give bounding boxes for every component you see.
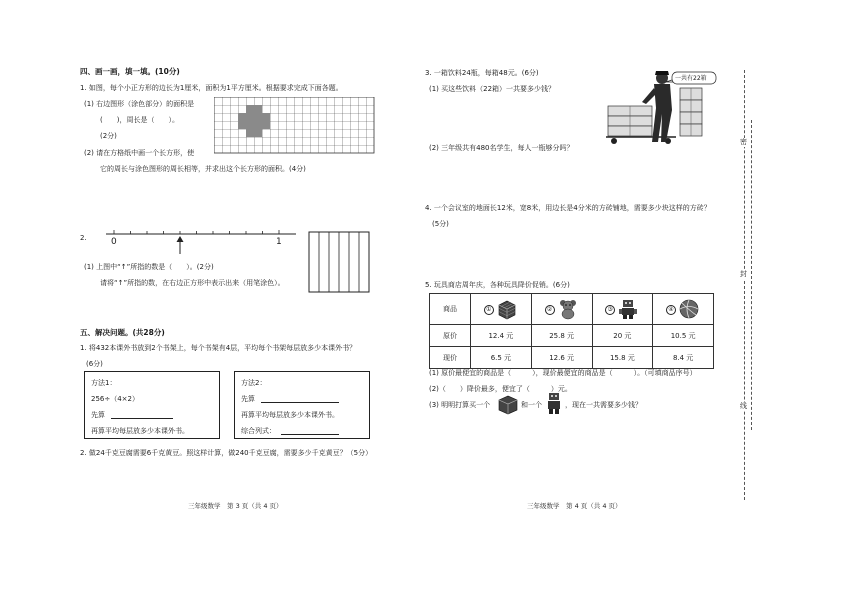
orig-price-2: 25.8 元 xyxy=(531,325,592,347)
q5-1-text-a: 1. 将432本课外书放到2个书架上，每个书架有4层，平均每个书架每层放多少本课外书？ xyxy=(80,344,357,352)
table-row-original-price xyxy=(430,325,714,347)
q3-1-text: (1) 买这些饮料（22箱）一共要多少钱？ xyxy=(429,85,556,93)
q3-2-text: (2) 三年级共有480名学生，每人一瓶够分吗？ xyxy=(429,144,574,152)
method2-combined-label: 综合列式： xyxy=(241,427,276,435)
method1-blank[interactable] xyxy=(111,418,173,419)
q5-2-question: (2)（ ）降价最多，便宜了（ ）元。 xyxy=(429,385,572,393)
q4-text: 4. 一个会议室的地面长12米，宽8米，用边长是4分米的方砖铺地，需要多少块这样的方砖？ xyxy=(425,204,711,212)
toy-number-3: ③ xyxy=(605,305,615,315)
left-page-footer: 三年级数学 第 3 页（共 4 页） xyxy=(188,502,283,510)
row-label-current: 现价 xyxy=(430,347,471,369)
toy-price-table xyxy=(429,293,714,369)
method1-step1-label: 先算 xyxy=(91,411,105,419)
now-price-4: 8.4 元 xyxy=(653,347,714,369)
number-line-zero: 0 xyxy=(111,237,117,247)
q5-3-text-a: (3) 明明打算买一个 xyxy=(429,401,491,409)
method1-expression: 256÷（4×2） xyxy=(91,395,139,403)
binding-dashed-line-inner xyxy=(751,120,752,430)
toy-number-2: ② xyxy=(545,305,555,315)
right-page-footer: 三年级数学 第 4 页（共 4 页） xyxy=(527,502,622,510)
binding-dashed-line-outer xyxy=(744,70,745,500)
orig-price-3: 20 元 xyxy=(592,325,653,347)
q5-title: 5. 玩具商店周年庆，各种玩具降价促销。(6分) xyxy=(425,281,570,289)
method2-box xyxy=(234,371,370,439)
number-line xyxy=(100,222,300,258)
speech-bubble-text: 一共有22箱 xyxy=(675,75,707,82)
seal-char-2: 封 xyxy=(740,270,747,278)
method2-blank[interactable] xyxy=(261,402,339,403)
row-label-goods: 商品 xyxy=(430,294,471,325)
q1-1-text-b: ( )，周长是（ ）。 xyxy=(100,116,179,124)
seal-char-1: 密 xyxy=(740,138,747,146)
q5-1-question: (1) 原价最便宜的商品是（ ），现价最便宜的商品是（ ）。（可填商品序号） xyxy=(429,369,697,377)
method1-step2: 再算平均每层放多少本课外书。 xyxy=(91,427,189,435)
q1-2-text-a: (2) 请在方格纸中画一个长方形，使 xyxy=(84,149,195,157)
q2-number: 2. xyxy=(80,234,87,242)
method2-step2: 再算平均每层放多少本课外书。 xyxy=(241,411,339,419)
up-arrow-icon xyxy=(177,236,184,254)
section5-title: 五、解决问题。(共28分) xyxy=(80,328,165,337)
toy-number-4: ④ xyxy=(666,305,676,315)
rubik-cube-icon xyxy=(496,298,518,320)
ball-icon xyxy=(678,298,700,320)
toy-cell-2 xyxy=(531,294,592,325)
now-price-2: 12.6 元 xyxy=(531,347,592,369)
now-price-3: 15.8 元 xyxy=(592,347,653,369)
method2-title: 方法2： xyxy=(241,379,267,387)
q1-1-score: (2分) xyxy=(100,132,117,140)
row-label-original: 原价 xyxy=(430,325,471,347)
robot-toy-icon xyxy=(617,298,639,320)
orig-price-4: 10.5 元 xyxy=(653,325,714,347)
q1-intro: 1. 如图，每个小正方形的边长为1厘米，面积为1平方厘米。根据要求完成下面各题。 xyxy=(80,84,343,92)
section4-title: 四、画一画，填一填。(10分) xyxy=(80,67,180,76)
table-row-current-price xyxy=(430,347,714,369)
orig-price-1: 12.4 元 xyxy=(471,325,532,347)
seal-char-3: 线 xyxy=(740,402,747,410)
method1-box xyxy=(84,371,220,439)
toy-cell-1 xyxy=(471,294,532,325)
robot-toy-small-icon xyxy=(544,392,564,416)
q2-1-text-a: (1) 上图中“↑”所指的数是（ ）。(2分) xyxy=(84,263,214,271)
q1-2-text-b: 它的周长与涂色图形的周长相等，并求出这个长方形的面积。(4分) xyxy=(100,165,306,173)
striped-square[interactable] xyxy=(308,231,370,293)
rubik-cube-small-icon xyxy=(496,394,520,416)
number-line-one: 1 xyxy=(276,237,282,247)
method2-step1-label: 先算 xyxy=(241,395,255,403)
q5-1-score: (6分) xyxy=(86,360,103,368)
q5-3-text-b: 和一个 xyxy=(521,401,542,409)
method2-combined-blank[interactable] xyxy=(281,434,339,435)
toy-cell-4 xyxy=(653,294,714,325)
toy-cell-3 xyxy=(592,294,653,325)
square-grid-figure[interactable] xyxy=(214,97,380,161)
table-row-goods xyxy=(430,294,714,325)
now-price-1: 6.5 元 xyxy=(471,347,532,369)
q5-3-text-c: ，现在一共需要多少钱？ xyxy=(565,401,642,409)
q3-text: 3. 一箱饮料24瓶，每箱48元。(6分) xyxy=(425,69,539,77)
q5-2-text: 2. 做24千克豆腐需要6千克黄豆。照这样计算，做240千克豆腐，需要多少千克黄豆？（5分） xyxy=(80,449,373,457)
teddy-bear-icon xyxy=(557,298,579,320)
q2-1-text-b: 请将“↑”所指的数，在右边正方形中表示出来（用笔涂色）。 xyxy=(100,279,285,287)
method1-title: 方法1： xyxy=(91,379,117,387)
q1-1-text-a: (1) 右边图形（涂色部分）的面积是 xyxy=(84,100,195,108)
toy-number-1: ① xyxy=(484,305,494,315)
q4-score: (5分) xyxy=(432,220,449,228)
